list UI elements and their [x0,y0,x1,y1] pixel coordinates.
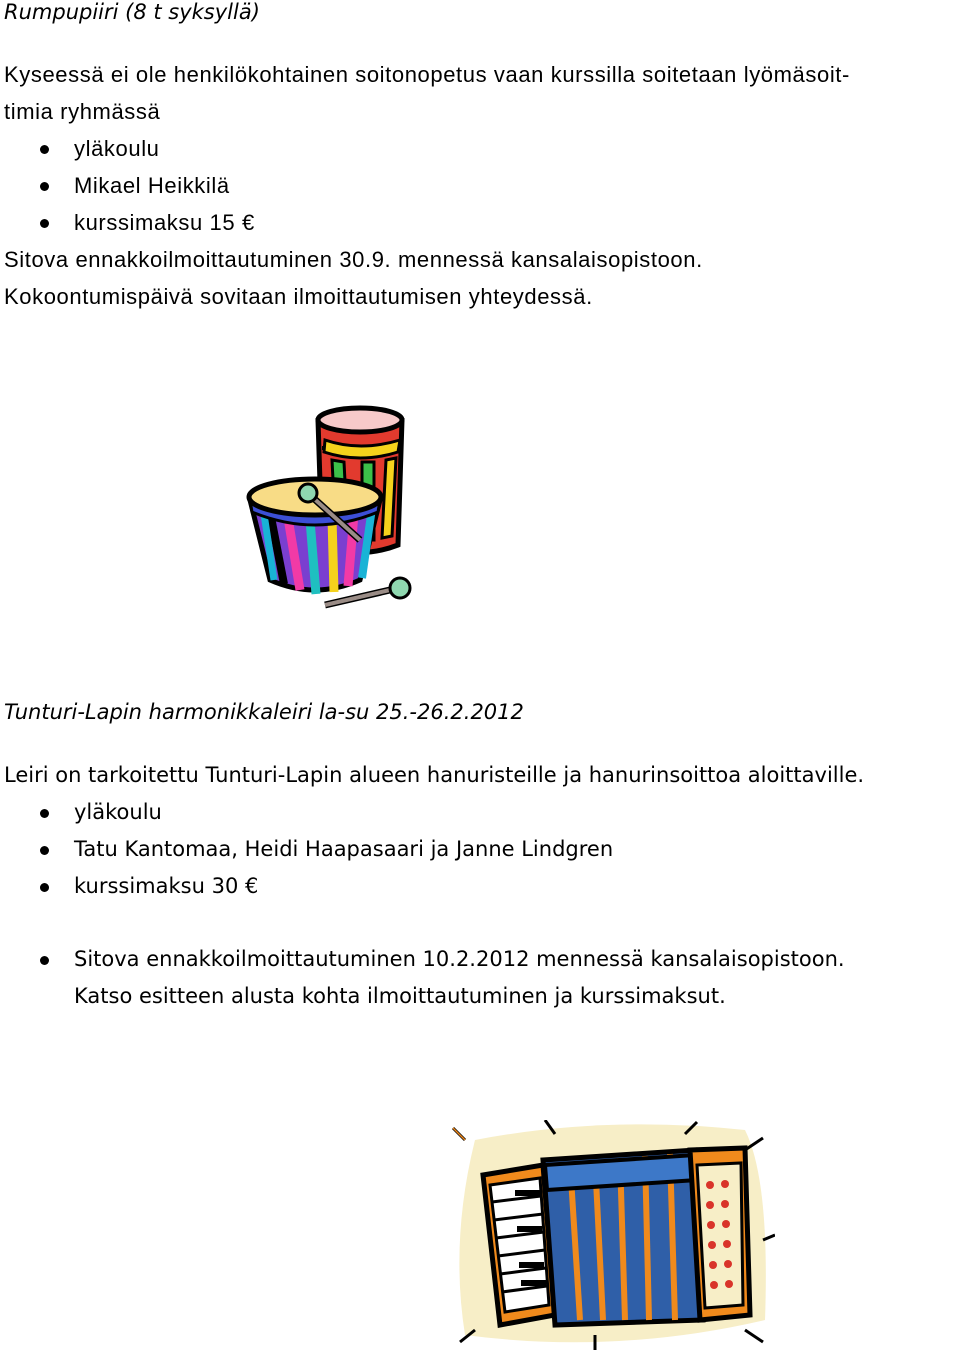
accordion-clipart-icon [445,1120,775,1350]
bullet-icon [40,846,49,855]
list-item-text: Tatu Kantomaa, Heidi Haapasaari ja Janne Lindgren [74,837,614,861]
section1-title: Rumpupiiri (8 t syksyllä) [4,0,260,24]
bullet-icon [40,956,49,965]
drums-clipart-icon [240,400,420,620]
section2-intro: Leiri on tarkoitettu Tunturi-Lapin alueen hanuristeille ja hanurinsoittoa aloittaville. [4,763,865,787]
section1-note-line2: Kokoontumispäivä sovitaan ilmoittautumisen yhteydessä. [4,284,593,309]
list-item-text: Mikael Heikkilä [74,173,230,198]
bullet-icon [40,883,49,892]
list-item-text: Sitova ennakkoilmoittautuminen 10.2.2012 mennessä kansalaisopistoon. [74,947,845,971]
section2-title: Tunturi-Lapin harmonikkaleiri la-su 25.-26.2.2012 [4,700,524,724]
list-item-text: yläkoulu [74,136,160,161]
section1-note-line1: Sitova ennakkoilmoittautuminen 30.9. mennessä kansalaisopistoon. [4,247,703,272]
list-item-text: kurssimaksu 30 € [74,874,259,898]
section1-intro-line2: timia ryhmässä [4,99,161,124]
bullet-icon [40,219,49,228]
list-item-text: kurssimaksu 15 € [74,210,255,235]
list-item-text: yläkoulu [74,800,162,824]
bullet-icon [40,145,49,154]
list-item-continuation: Katso esitteen alusta kohta ilmoittautuminen ja kurssimaksut. [74,984,726,1008]
section1-intro-line1: Kyseessä ei ole henkilökohtainen soitonopetus vaan kurssilla soitetaan lyömäsoit- [4,62,850,87]
bullet-icon [40,809,49,818]
bullet-icon [40,182,49,191]
